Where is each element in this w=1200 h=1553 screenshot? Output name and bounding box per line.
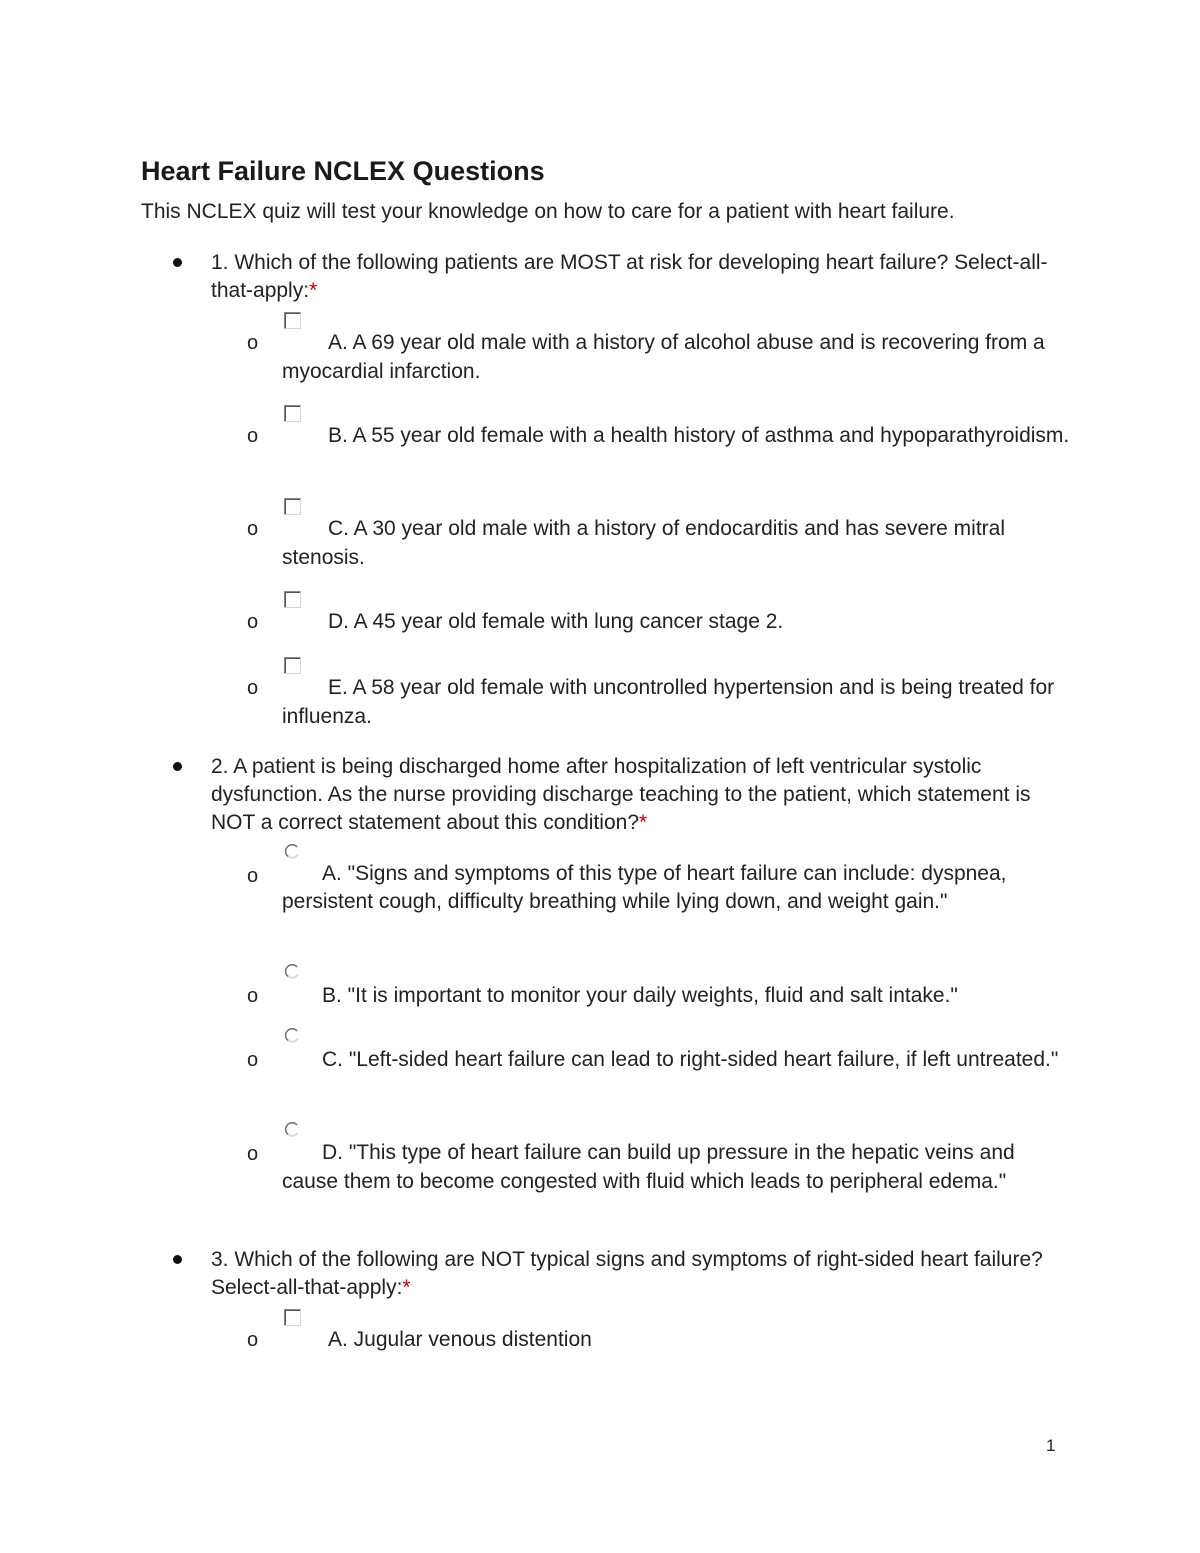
- bullet-icon: [173, 1255, 182, 1264]
- required-asterisk: *: [402, 1276, 411, 1299]
- question-1-label: 1. Which of the following patients are MOST at risk for developing heart failure? Select-all-that-apply:: [211, 251, 1048, 302]
- sub-bullet-marker: o: [247, 985, 259, 1007]
- bullet-icon: [173, 762, 182, 771]
- page-number: 1: [1046, 1436, 1056, 1455]
- sub-bullet-marker: o: [247, 425, 259, 447]
- sub-bullet-marker: o: [247, 1143, 259, 1165]
- option-label: D. A 45 year old female with lung cancer stage 2.: [328, 610, 784, 633]
- option-label: D. "This type of heart failure can build up pressure in the hepatic veins and cause them to become congested with fluid which leads to peripheral edema.": [282, 1141, 1015, 1193]
- sub-bullet-marker: o: [247, 611, 259, 633]
- option-label: E. A 58 year old female with uncontrolled hypertension and is being treated for influenza.: [282, 676, 1055, 728]
- option-label: C. A 30 year old male with a history of endocarditis and has severe mitral stenosis.: [282, 517, 1006, 569]
- required-asterisk: *: [639, 811, 648, 834]
- option-label: B. "It is important to monitor your daily weights, fluid and salt intake.": [322, 984, 958, 1007]
- checkbox-icon[interactable]: [284, 405, 301, 422]
- checkbox-icon[interactable]: [284, 498, 301, 515]
- sub-bullet-marker: o: [247, 332, 259, 354]
- bullet-icon: [173, 258, 182, 267]
- sub-bullet-marker: o: [247, 865, 259, 887]
- required-asterisk: *: [309, 279, 318, 302]
- checkbox-icon[interactable]: [284, 1309, 301, 1326]
- checkbox-icon[interactable]: [284, 657, 301, 674]
- sub-bullet-marker: o: [247, 1049, 259, 1071]
- radio-button-icon[interactable]: [284, 1121, 301, 1138]
- checkbox-icon[interactable]: [284, 312, 301, 329]
- option-label: C. "Left-sided heart failure can lead to right-sided heart failure, if left untreated.": [322, 1048, 1059, 1071]
- option-label: A. Jugular venous distention: [328, 1328, 592, 1351]
- question-2-text: [211, 753, 1061, 837]
- question-1-text: [211, 249, 1061, 305]
- radio-button-icon[interactable]: [284, 963, 301, 980]
- radio-button-icon[interactable]: [284, 1027, 301, 1044]
- sub-bullet-marker: o: [247, 1329, 259, 1351]
- question-2-label: 2. A patient is being discharged home after hospitalization of left ventricular systolic dysfunction. As the nurse providing discharge teaching to the patient, which statement is NOT a correct statement about this condition?: [211, 755, 1031, 834]
- sub-bullet-marker: o: [247, 677, 259, 699]
- question-3-label: 3. Which of the following are NOT typical signs and symptoms of right-sided heart failure? Select-all-that-apply:: [211, 1248, 1043, 1299]
- sub-bullet-marker: o: [247, 518, 259, 540]
- page-title: Heart Failure NCLEX Questions: [141, 156, 545, 186]
- option-label: B. A 55 year old female with a health history of asthma and hypoparathyroidism.: [328, 424, 1070, 447]
- radio-button-icon[interactable]: [284, 843, 301, 860]
- question-3-text: [211, 1246, 1061, 1302]
- option-label: A. "Signs and symptoms of this type of heart failure can include: dyspnea, persistent cough, difficulty breathing while lying down, and weight gain.": [282, 862, 1007, 913]
- checkbox-icon[interactable]: [284, 591, 301, 608]
- quiz-intro: This NCLEX quiz will test your knowledge on how to care for a patient with heart failure.: [141, 200, 955, 223]
- option-label: A. A 69 year old male with a history of alcohol abuse and is recovering from a myocardial infarction.: [282, 331, 1045, 383]
